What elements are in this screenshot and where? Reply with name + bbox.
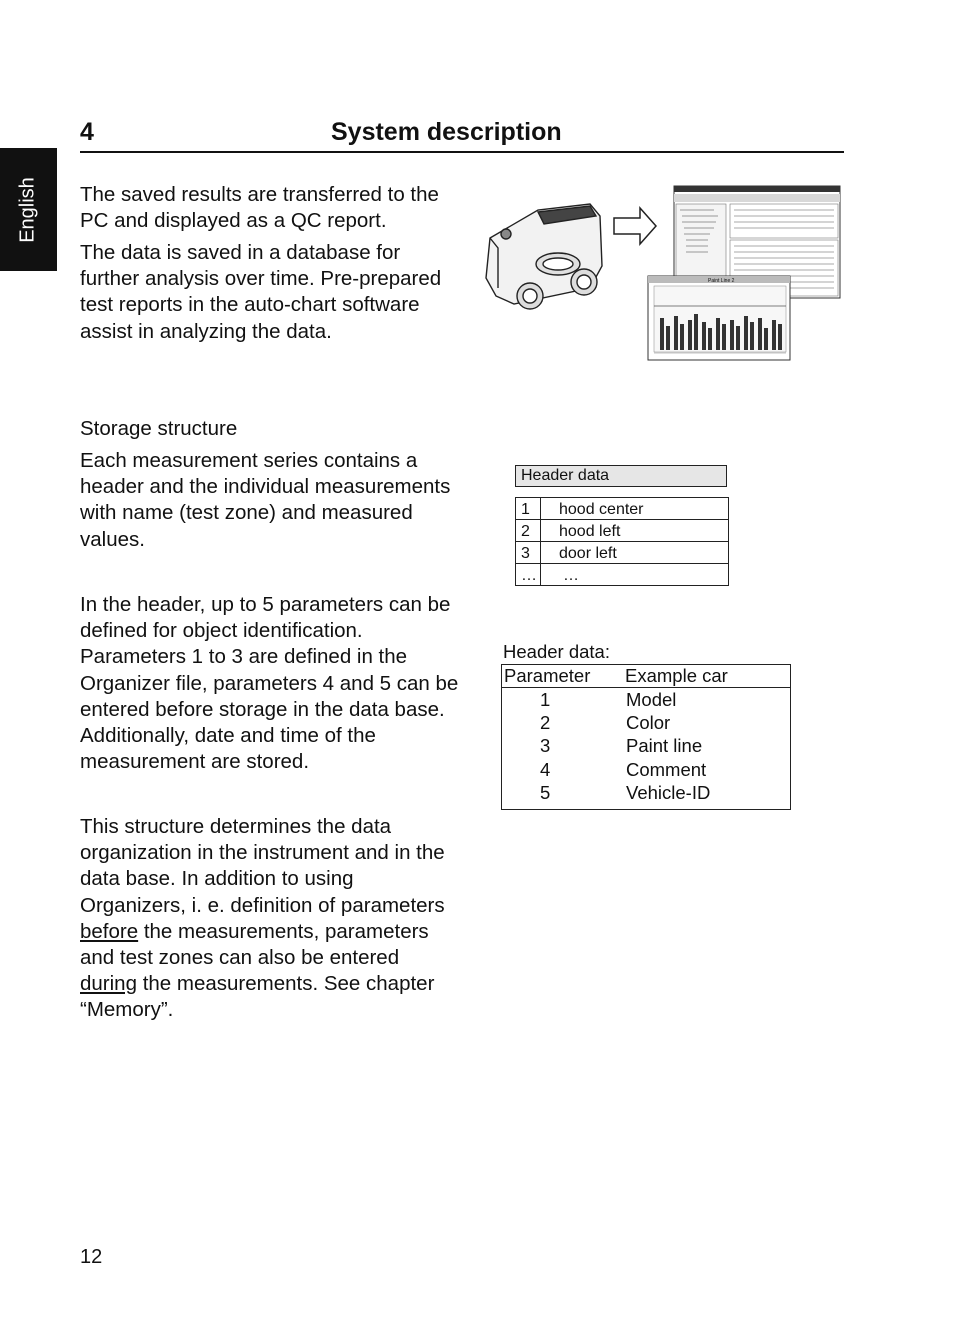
- parameter-value: Model: [626, 689, 677, 710]
- storage-paragraph-2: In the header, up to 5 parameters can be defined for object identification. Parameters 1 to 3 are defined in the Organizer file, parameters 4 and 5 can be entered before storage in the data base. Additionally, date and time of the measurement are stored.: [80, 593, 459, 774]
- zone-number: 2: [516, 520, 541, 542]
- zone-name: door left: [541, 542, 729, 564]
- zone-name: hood center: [541, 498, 729, 520]
- parameter-value: Vehicle-ID: [626, 782, 711, 803]
- intro-paragraph-2: The data is saved in a database for further analysis over time. Pre-prepared test reports in the auto-chart software assist in analyzing the data.: [80, 241, 442, 343]
- zone-number: 1: [516, 498, 541, 520]
- zone-number: …: [516, 564, 541, 586]
- language-tab-label: English: [16, 177, 39, 243]
- storage-paragraph-3: This structure determines the data organization in the instrument and in the data base. In addition to using Organizers, i. e. definition of parameters before the measurements, parameters and test zones can also be entered during the measurements. See chapter “Memory”.: [80, 815, 445, 1022]
- chart-window-title: Paint Line 2: [708, 278, 735, 284]
- parameter-table-header: [502, 665, 790, 688]
- page-number: 12: [80, 1246, 103, 1268]
- test-zone-table: [515, 497, 729, 586]
- table-row: [502, 689, 790, 712]
- intro-paragraph-1: The saved results are transferred to the PC and displayed as a QC report.: [80, 183, 439, 233]
- table-row: [516, 520, 729, 542]
- parameter-number: 3: [540, 735, 551, 756]
- instrument-to-pc-illustration: [478, 178, 846, 368]
- table-row: [516, 498, 729, 520]
- table-row: [502, 735, 790, 758]
- zone-number: 3: [516, 542, 541, 564]
- parameter-number: 1: [540, 689, 551, 710]
- parameter-table: [501, 664, 791, 810]
- parameter-number: 5: [540, 782, 551, 803]
- table-row: [502, 712, 790, 735]
- parameter-value: Comment: [626, 759, 707, 780]
- column-header-parameter: Parameter: [504, 665, 591, 686]
- language-tab: [0, 148, 57, 271]
- header-rule: [80, 151, 844, 153]
- table-row: [502, 759, 790, 782]
- parameter-value: Color: [626, 712, 671, 733]
- zone-name: hood left: [541, 520, 729, 542]
- parameter-number: 4: [540, 759, 551, 780]
- table-row: [516, 542, 729, 564]
- parameter-value: Paint line: [626, 735, 703, 756]
- underlined-before: before: [80, 919, 139, 943]
- table-row: [502, 782, 790, 805]
- storage-paragraph-1: Each measurement series contains a header and the individual measurements with name (test zone) and measured values.: [80, 449, 451, 551]
- instrument-icon: [486, 204, 602, 309]
- parameter-number: 2: [540, 712, 551, 733]
- transfer-arrow-icon: [614, 208, 656, 244]
- storage-heading: Storage structure: [80, 417, 238, 440]
- bar-chart-window-icon: [648, 276, 790, 360]
- zone-name: …: [541, 564, 729, 586]
- column-header-example: Example car: [625, 665, 728, 686]
- chapter-number: 4: [80, 118, 94, 146]
- table-row: [516, 564, 729, 586]
- parameter-table-label: Header data:: [503, 641, 610, 662]
- underlined-during: during: [80, 972, 137, 996]
- chapter-title: System description: [331, 118, 562, 146]
- header-data-box: Header data: [515, 465, 727, 487]
